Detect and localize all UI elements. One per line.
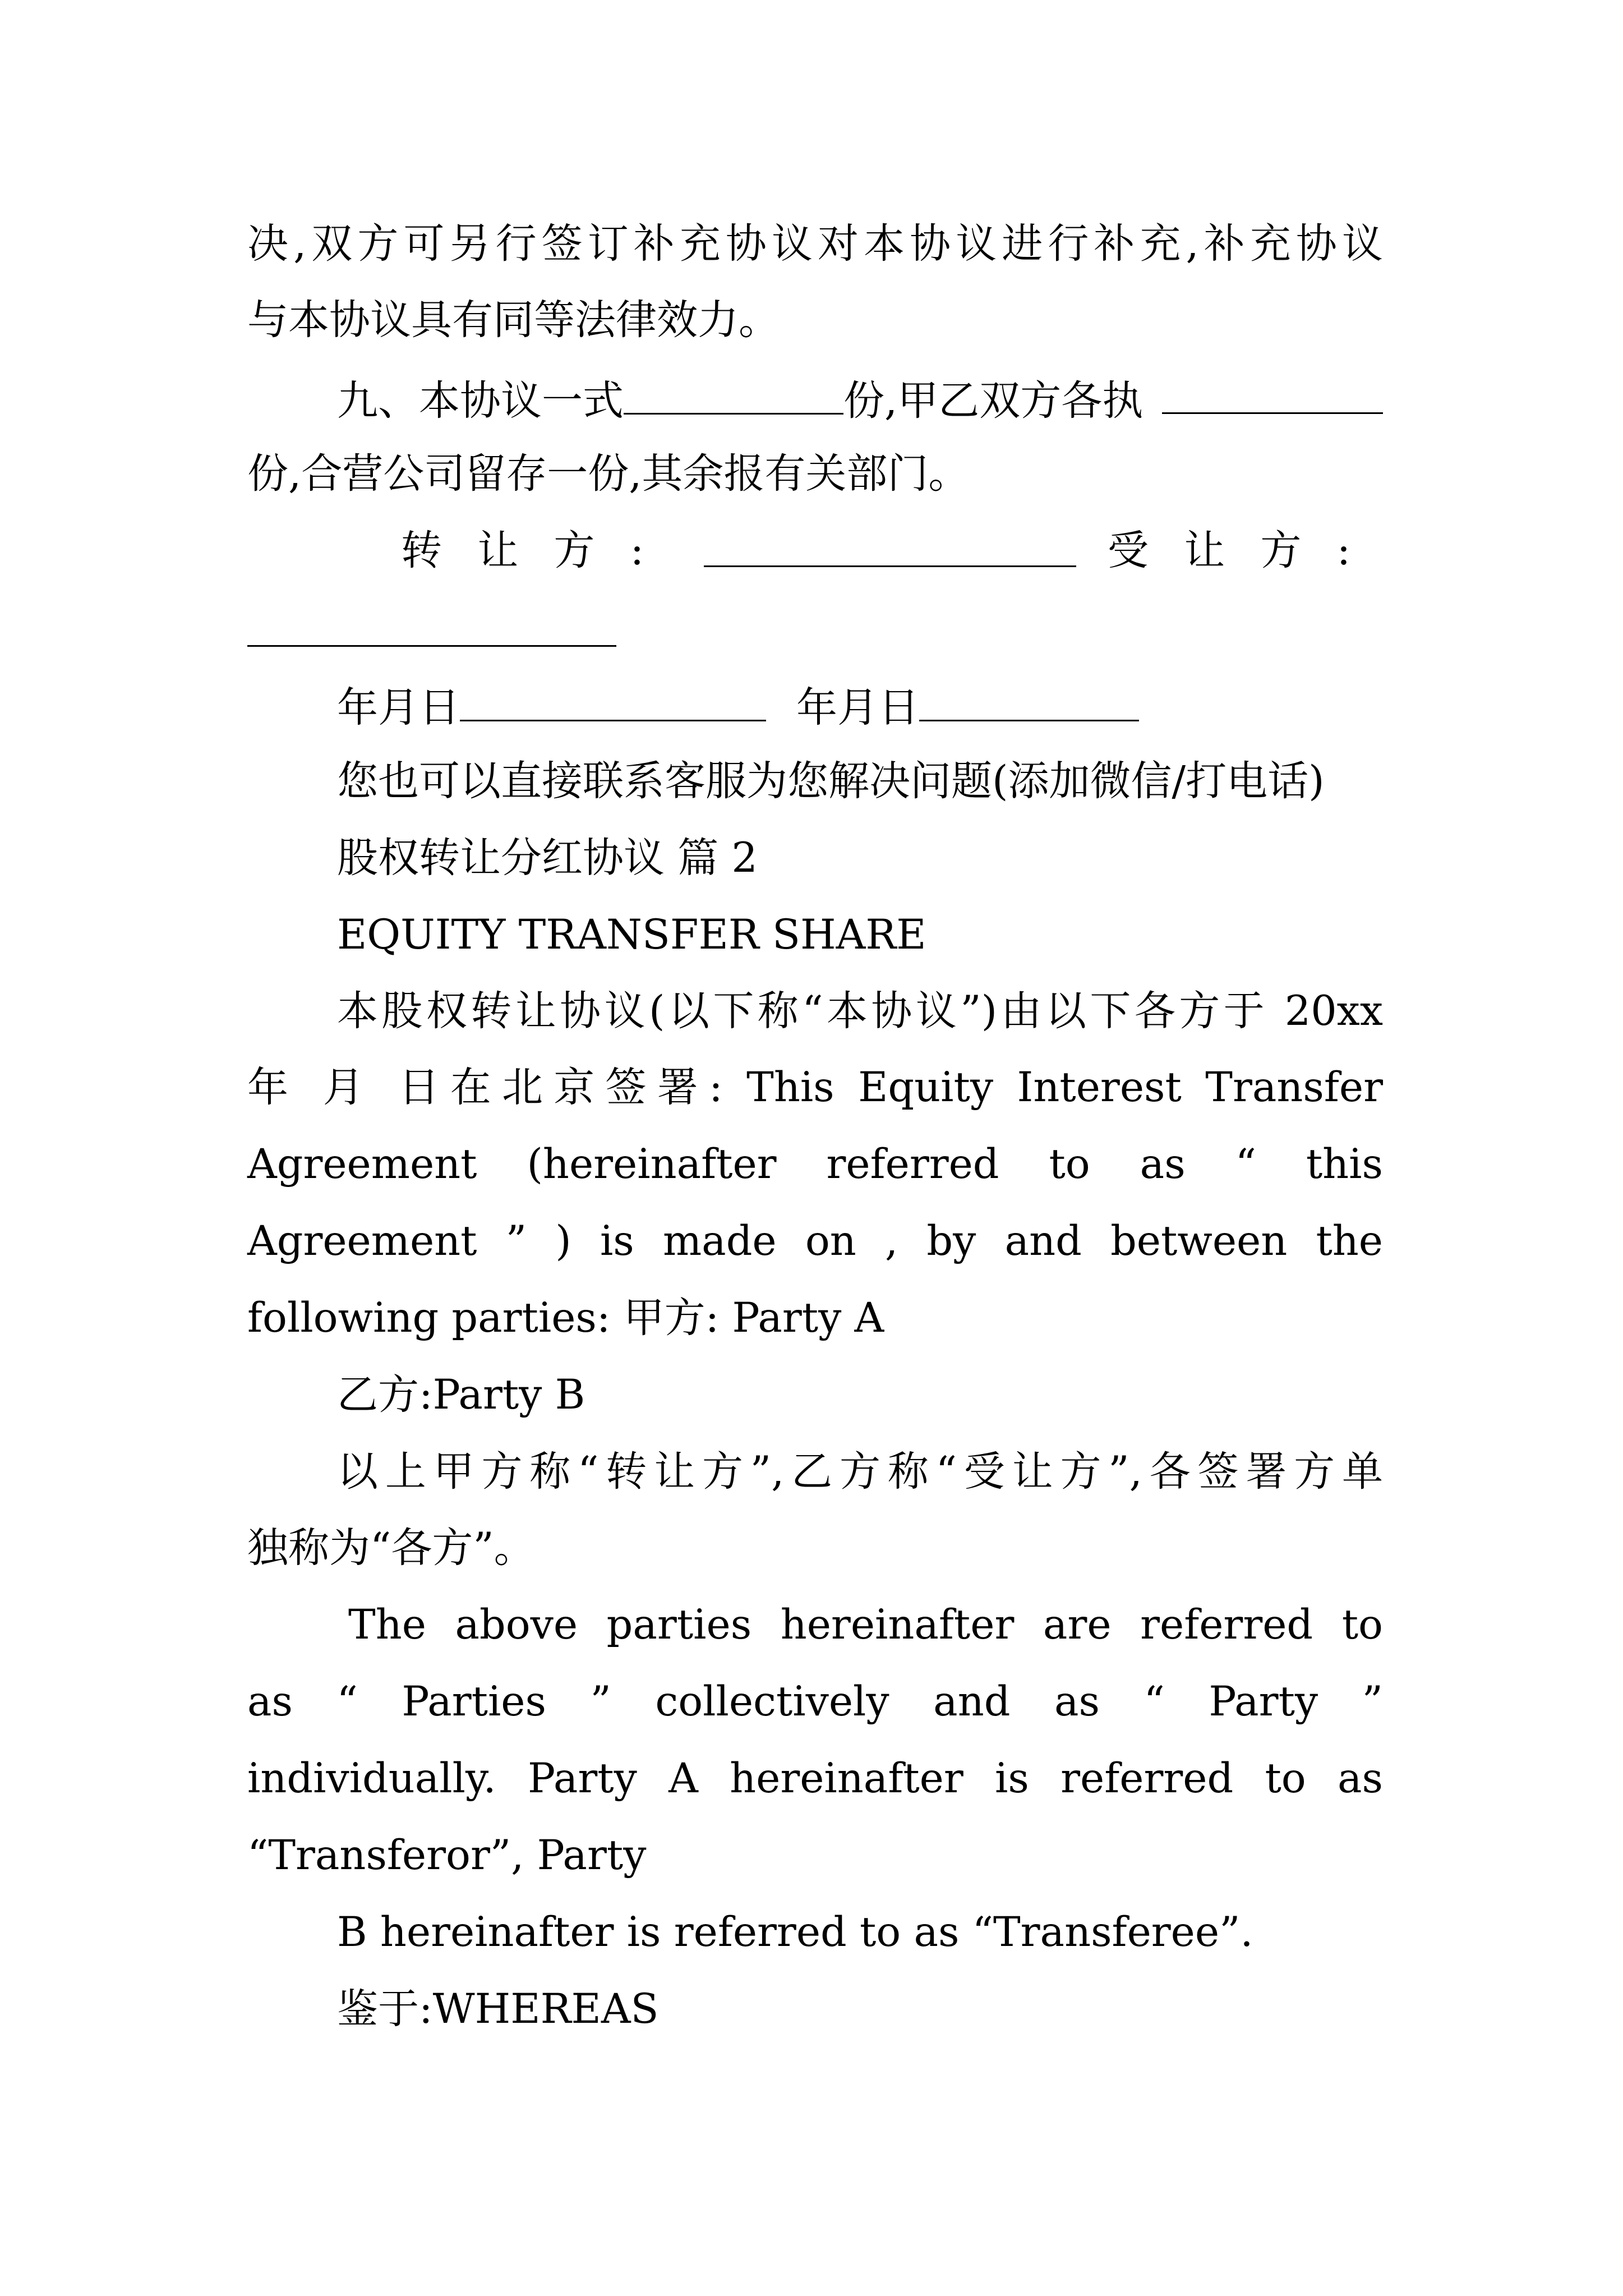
paragraph-line: 独称为“各方”。: [247, 1524, 535, 1572]
paragraph-line: 决,双方可另行签订补充协议对本协议进行补充,补充协议: [247, 220, 1383, 268]
clause-nine-text-b: 份,甲乙双方各执: [843, 377, 1144, 425]
clause-nine-line: [337, 377, 1144, 425]
date-row-2: [796, 684, 1139, 731]
copies-each-blank: [1162, 412, 1383, 414]
paragraph-line: 份,合营公司留存一份,其余报有关部门。: [247, 450, 970, 498]
paragraph-line: 鉴于:WHEREAS: [337, 1985, 659, 2033]
date-blank-2: [919, 684, 1139, 721]
contact-note: 您也可以直接联系客服为您解决问题(添加微信/打电话): [337, 757, 1325, 805]
transferor-signature-blank: [704, 565, 1076, 567]
paragraph-line: 年 月 日在北京签署: This Equity Interest Transfer: [247, 1064, 1383, 1111]
date-label-2: 年月日: [796, 684, 919, 731]
paragraph-line: 乙方:Party B: [337, 1371, 585, 1419]
date-blank-1: [460, 684, 766, 721]
copies-total-blank: [624, 377, 843, 415]
transferor-label: 转 让 方 :: [401, 527, 644, 574]
transferee-label: 受 让 方 :: [1108, 527, 1351, 574]
paragraph-line: 以上甲方称“转让方”,乙方称“受让方”,各签署方单: [337, 1448, 1383, 1496]
paragraph-line: as “ Parties ” collectively and as “ Party ”: [247, 1678, 1383, 1726]
paragraph-line: The above parties hereinafter are referred to: [348, 1601, 1383, 1649]
paragraph-line: “Transferor”, Party: [247, 1832, 647, 1879]
paragraph-line: Agreement (hereinafter referred to as “ this: [247, 1140, 1383, 1188]
english-title: EQUITY TRANSFER SHARE: [337, 911, 926, 959]
paragraph-line: B hereinafter is referred to as “Transferee”.: [337, 1908, 1253, 1956]
paragraph-line: following parties: 甲方: Party A: [247, 1294, 884, 1342]
paragraph-line: 本股权转让协议(以下称“本协议”)由以下各方于 20xx: [337, 987, 1383, 1035]
date-label-1: 年月日: [337, 684, 460, 731]
clause-nine-text-a: 九、本协议一式: [337, 377, 624, 425]
paragraph-line: individually. Party A hereinafter is referred to as: [247, 1755, 1383, 1802]
date-row: [337, 684, 766, 731]
transferee-signature-blank: [247, 645, 616, 647]
section-title: 股权转让分红协议 篇 2: [337, 834, 758, 882]
paragraph-line: 与本协议具有同等法律效力。: [247, 296, 780, 344]
paragraph-line: Agreement ” ) is made on , by and between the: [247, 1217, 1383, 1265]
